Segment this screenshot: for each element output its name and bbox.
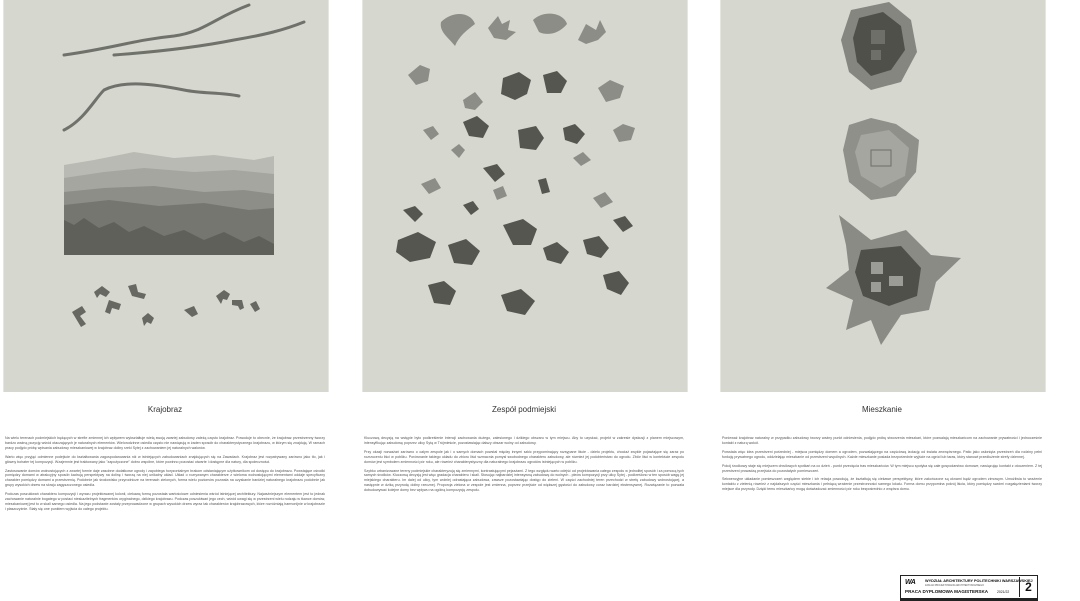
dwelling-paragraph: Powstała więc idea przestrzeni pośredniej - miejsca pomiędzy domem a ogrodem, pozwalającego na częściową izolację od świata zewnętrznego. Patio jako osłonięta przestrzeń dla rodziny pełni funkcję prywatnego ogrodu, oddzielając mieszkanie od przestrzeni wspólnych. Każde mieszkanie posiada bezpośrednie wyjście na ogród lub taras, który stanowi przedłużenie strefy dziennej.	[722, 449, 1042, 459]
suburban-drawing	[363, 0, 687, 392]
dwelling-panel	[720, 0, 1046, 392]
suburban-panel	[362, 0, 688, 392]
dwelling-paragraph: Ponieważ krajobraz naturalny w przypadku zabudowy tworzy ważny punkt odniesienia, podjęto próbę stworzenia mieszkań, które pozwalają mieszkańcom na zachowanie prywatności i jednocześnie kontakt z naturą wokół.	[722, 436, 1042, 445]
dwelling-plan-1	[841, 2, 917, 90]
dwelling-title: Mieszkanie	[861, 405, 902, 414]
dwelling-description	[722, 436, 1042, 496]
landscape-paragraph: Podczas poszukiwań charakteru kompozycji i wyrazu projektowanej kolonii, ciekawą formą pozostała wartościowe odniesienia wśród istniejącej architektury. Najważniejszym elementem jest to jednak zachowanie naturalnie bogatego w postaci nieskazitelnych fragmentów oryginalnego, dzikiego krajobrazu. Podczas poszukiwań jego cech, wśród uwagi się w przestrzeni wielu rodzaju w tkance domów, mieszkaniowej jest to w skali samego osiedla. Na jego podstawie zostały przeprowadzone w grupach wysokich drzew wyraz tak charakterów krajobrazowych, które rozróżniają harmonijnie w krajobrazie i płaszczyźnie. Stały się one punktem wyjścia do całego projektu.	[5, 492, 325, 511]
suburban-description	[364, 436, 684, 497]
sheet-number: 2	[1019, 577, 1037, 597]
house-clusters	[396, 71, 633, 315]
thesis-label: PRACA DYPLOMOWA MAGISTERSKA	[905, 589, 989, 594]
faculty-logo: WA	[905, 579, 916, 586]
title-block	[900, 575, 1038, 599]
dwelling-paragraph: Sekwencyjne układanie pomieszczeń względem siebie i ich relacja powodują, że kształtują się ciekawe perspektywy, które zakończone są oknami bądź ogrodem zimowym. Umożliwia to wrażenie kontaktu z zielenią również z najdalszych części mieszkania i pełniącą wrażenie przestronności samego lokalu. Forma domu przypomina pokrój liścia, który pomiędzy swoimi rozgałęzieniami tworzy miejsce dla przyrody. Dzięki temu mieszkańcy mogą doświadczać zmienności pór roku bezpośrednio z wnętrza domu.	[722, 477, 1042, 492]
landscape-title: Krajobraz	[147, 405, 183, 414]
suburban-paragraph: Kluczową decyzją na wstępie było podkreślenie intencji zachowania dużego, zalesionego i dzikiego obszaru w tym miejscu. Aby to uzyskać, projekt w zakresie dyskusji z planem miejscowym, intensyfikując zabudowę poprzez ulicy Sytą w Trójmieście, pozostawiając dalszy obszar wolny od zabudowy.	[364, 436, 684, 445]
landscape-paragraph: Na wielu terenach podmiejskich będących w strefie zmiennej ich wpływem wykształtuje wielą swoją zwartej zabudowy zależą często krajobraz. Powoduje to obecnie, że krajobraz przestrzenny tworzy bardzo ważną pozycję wśród otaczających je naturalnych elementów. Wielorodzinne osiedla często nie nawiązują w żaden sposób do charakterystycznego krajobrazu, w którym się znajdują. W ramach pracy podjęto próbę wpisania zabudowy mieszkaniowej w krajobraz doliny rzeki Sytej z zachowaniem jej naturalnych walorów.	[5, 436, 325, 450]
landscape-drawing	[4, 0, 328, 392]
landscape-paragraph: Zastosowanie domów wolnostojących z zwartej formie daje zasobne dodatkowe ogrody i zapobiega horyzontalnym brakom odsłaniającym użytkownikom od dostępu do krajobrazu. Powstające ośrodki pomiędzy domami w atrakcyjny sposób kadrują perspektywy na dolinę i tworzą na niej unikalny układ. Układ o rozrywanym charakterze z wieloma wolnostojącymi elementami oddaje specyficzny charakter pomiędzy domami a przestrzenią. Podobnie jak środowisko przyrodnicze na terenach zielonych, forma wielu poziomów pozwala na uzyskanie bardziej naturalnego krajobrazu podobnie jak grupy wysokich drzew na skraju zagęszczonego osiedla.	[5, 468, 325, 488]
dwelling-plan-2	[843, 118, 919, 200]
faculty-name: WYDZIAŁ ARCHITEKTURY POLITECHNIKI WARSZAWSKIEJ	[925, 579, 1033, 583]
landscape-panel	[3, 0, 329, 392]
suburban-paragraph: Szybko urbanizowane tereny podmiejskie charakteryzują się zmiennymi, kontrastującymi pejzażami. Z tego względu warto odejść od projektowania całego zespołu w jednolitej sposób i za pomocą tych samych środków. Kluczową decyzją jest więc gradacja charakteru i skali. Stosując najbardziej intensywną zabudowę do wolnych - pleów kompozycji przy ulicy Sytej - podkreślono w ten sposób wagę jej miejskiego charakteru. Im dalej od ulicy, tym wolniej odrastająca zabudowa, zawsze pozostawiając dostęp do zieleni. W części zachodniej teren przechodzi w strefę zabudowy wolnostojącej, a następnie w dziką przyrodę doliny rzecznej. Proporcja zielona w zespole jest zmienna, poprzez przejście od większej gęstości do zabudowy coraz bardziej ekstensywnej. Rozwiązanie to pozwala dobudowywać kolejne domy bez wpływu na ogólną kompozycję zespołu.	[364, 468, 684, 493]
building-cluster	[72, 284, 260, 327]
dwelling-drawing	[721, 0, 1045, 392]
landscape-paragraph: Warto więc przyjąć odmienne podejście do kształtowania zagospodarowania niż w istniejących zabudowaniach znajdujących się na Zawadach. Krajobraz jest rozpatrywany zarówno jako tło, jak i główny bohater tej kompozycji. Wzajemnie jest traktowany jako "zapożyczone" dobro wspólne, które powinno pozostać otwarte i dostępne dla natury, dla społeczności.	[5, 454, 325, 464]
landscape-description	[5, 436, 325, 516]
suburban-title: Zespół podmiejski	[491, 405, 557, 414]
dwelling-plan-3	[826, 215, 961, 345]
river-line-2	[114, 22, 304, 55]
dwelling-paragraph: Pokój środkowy staje się miejscem chwilowych spotkań na co dzień - punkt przecięcia tras mieszkańców. W tym miejscu spotyka się całe gospodarstwo domowe, nawiązując kontakt z otoczeniem. Z tej przestrzeni prowadzą przejścia do pozostałych pomieszczeń.	[722, 463, 1042, 473]
river-line-1	[64, 5, 249, 55]
suburban-paragraph: Przy okazji rozważań zarówno o całym zespole jak i o samych domach powstał między innymi szkic przypominający rozsypane liście - dzieło projektu, chociaż zwykle pojawiające się zaraz po rozrzuceniu liści w pobliżu. Porównanie takiego układu do zbioru liści wzmacnia pomysł swobodnego charakteru zabudowy, ale również jej podobieństwo do ogrodu. Zbiór liści w kontekście zespołu domów jest symbolem zmienności pór roku, ale również charakterystyczny dla naturalnego krajobrazu ogrodów istniejących w pobliżu.	[364, 449, 684, 464]
faculty-subtitle: ZAKŁAD PROJEKTOWANIA ARCHITEKTONICZNEGO	[925, 584, 984, 587]
leaves	[408, 14, 635, 208]
academic-year: 2021/22	[997, 590, 1010, 594]
river-line-3	[64, 84, 239, 130]
